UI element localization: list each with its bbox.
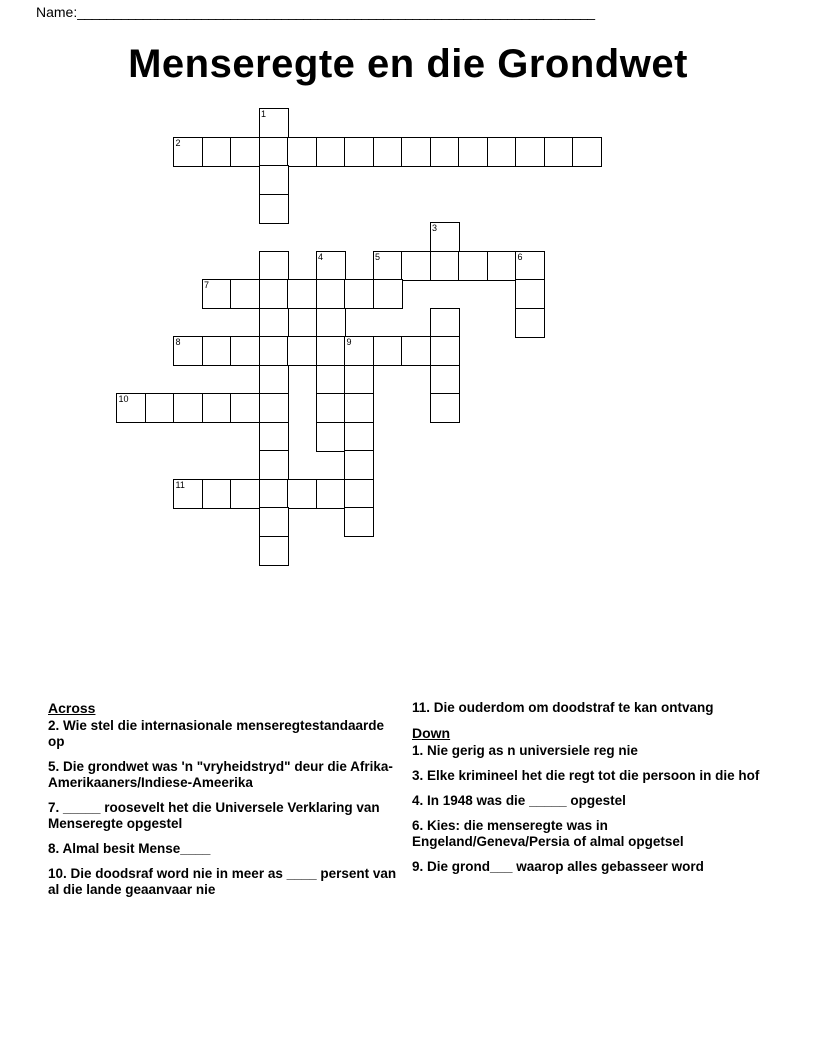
crossword-cell[interactable] — [173, 479, 203, 509]
crossword-cell[interactable] — [316, 393, 346, 423]
clue-item — [48, 759, 398, 791]
clues-section — [0, 700, 816, 980]
cell-number: 1 — [261, 109, 267, 119]
crossword-cell[interactable] — [116, 393, 146, 423]
cell-number: 3 — [432, 223, 438, 233]
clue-item — [48, 718, 398, 750]
crossword-cell[interactable] — [344, 365, 374, 395]
crossword-cell[interactable] — [515, 137, 545, 167]
clue-item — [412, 743, 762, 759]
cell-number: 2 — [175, 137, 181, 148]
crossword-cell[interactable] — [316, 308, 346, 338]
crossword-cell[interactable] — [430, 393, 460, 423]
crossword-cell[interactable] — [344, 279, 374, 309]
crossword-cell[interactable] — [173, 393, 203, 423]
clue-text: Elke krimineel het die regt tot die persoon in die hof — [427, 768, 760, 783]
down-heading: Down — [412, 725, 451, 741]
crossword-cell[interactable] — [145, 393, 175, 423]
crossword-cell[interactable] — [259, 507, 289, 537]
across-heading: Across — [48, 700, 96, 716]
crossword-cell[interactable] — [259, 137, 289, 167]
crossword-cell[interactable] — [515, 279, 545, 309]
crossword-cell[interactable] — [316, 137, 346, 167]
cell-number: 6 — [517, 251, 523, 262]
crossword-cell[interactable] — [259, 165, 289, 195]
crossword-cell[interactable] — [287, 137, 317, 167]
clue-number: 2. — [48, 718, 64, 733]
crossword-cell[interactable] — [202, 479, 232, 509]
crossword-cell[interactable] — [430, 222, 460, 252]
clue-text: Die ouderdom om doodstraf te kan ontvang — [433, 700, 714, 715]
crossword-cell[interactable] — [344, 479, 374, 509]
crossword-cell[interactable] — [316, 422, 346, 452]
crossword-cell[interactable] — [430, 336, 460, 366]
clue-text: Nie gerig as n universiele reg nie — [427, 743, 638, 758]
clue-text: Die grondwet was 'n "vryheidstryd" deur die Afrika-Amerikaaners/Indiese-Ameerika — [48, 759, 393, 790]
cell-number: 8 — [175, 337, 181, 347]
clue-item — [48, 866, 398, 898]
clue-number: 7. — [48, 800, 64, 815]
down-clues-column — [412, 700, 762, 884]
crossword-cell[interactable] — [202, 393, 232, 423]
crossword-cell[interactable] — [344, 137, 374, 167]
clue-text: Die grond___ waarop alles gebasseer word — [427, 859, 704, 874]
crossword-cell[interactable] — [430, 308, 460, 338]
clue-number: 4. — [412, 793, 428, 808]
clue-number: 11. — [412, 700, 434, 715]
crossword-cell[interactable] — [373, 251, 403, 281]
across-clues-column — [48, 700, 398, 907]
clue-number: 6. — [412, 818, 428, 833]
crossword-cell[interactable] — [202, 137, 232, 167]
crossword-cell[interactable] — [430, 251, 460, 281]
crossword-cell[interactable] — [544, 137, 574, 167]
clue-number: 3. — [412, 768, 428, 783]
crossword-cell[interactable] — [487, 251, 517, 281]
crossword-cell[interactable] — [430, 137, 460, 167]
crossword-cell[interactable] — [173, 336, 203, 366]
crossword-cell[interactable] — [487, 137, 517, 167]
cell-number: 10 — [118, 394, 129, 404]
crossword-cell[interactable] — [344, 422, 374, 452]
crossword-cell[interactable] — [287, 279, 317, 309]
crossword-cell[interactable] — [316, 479, 346, 509]
clue-text: Almal besit Mense____ — [62, 841, 211, 856]
crossword-cell[interactable] — [230, 279, 260, 309]
clue-item — [48, 841, 398, 857]
crossword-cell[interactable] — [259, 194, 289, 224]
clue-number: 5. — [48, 759, 64, 774]
crossword-cell[interactable] — [401, 251, 431, 281]
clue-item — [48, 800, 398, 832]
crossword-cell[interactable] — [515, 251, 545, 281]
crossword-cell[interactable] — [259, 279, 289, 309]
clue-number: 8. — [48, 841, 63, 856]
page-title: Menseregte en die Grondwet — [128, 42, 688, 86]
crossword-cell[interactable] — [202, 279, 232, 309]
crossword-cell[interactable] — [259, 251, 289, 281]
crossword-grid[interactable] — [116, 108, 700, 696]
crossword-cell[interactable] — [373, 279, 403, 309]
clue-text: Kies: die menseregte was in Engeland/Geneva/Persia of almal opgetsel — [412, 818, 684, 849]
crossword-cell[interactable] — [458, 137, 488, 167]
crossword-cell[interactable] — [230, 393, 260, 423]
crossword-cell[interactable] — [259, 450, 289, 480]
crossword-cell[interactable] — [259, 108, 289, 138]
crossword-cell[interactable] — [230, 137, 260, 167]
crossword-cell[interactable] — [344, 507, 374, 537]
cell-number: 5 — [375, 251, 381, 262]
name-blank-rule: _______________________________________________________________________ — [77, 4, 595, 20]
clue-number: 1. — [412, 743, 428, 758]
crossword-cell[interactable] — [316, 336, 346, 366]
crossword-cell[interactable] — [287, 479, 317, 509]
crossword-cell[interactable] — [259, 479, 289, 509]
crossword-cell[interactable] — [430, 365, 460, 395]
cell-number: 9 — [346, 337, 352, 347]
clue-text: In 1948 was die _____ opgestel — [427, 793, 626, 808]
name-line — [36, 4, 746, 20]
cell-number: 7 — [204, 280, 210, 290]
cell-number: 4 — [318, 251, 324, 262]
crossword-cell[interactable] — [259, 422, 289, 452]
crossword-cell[interactable] — [230, 479, 260, 509]
clue-text: Die doodsraf word nie in meer as ____ persent van al die lande geaanvaar nie — [48, 866, 397, 897]
crossword-cell[interactable] — [316, 251, 346, 281]
crossword-cell[interactable] — [344, 393, 374, 423]
crossword-cell[interactable] — [458, 251, 488, 281]
clue-item — [412, 700, 762, 716]
crossword-cell[interactable] — [572, 137, 602, 167]
crossword-cell[interactable] — [401, 137, 431, 167]
clue-item — [412, 768, 762, 784]
crossword-cell[interactable] — [259, 393, 289, 423]
clue-number: 9. — [412, 859, 428, 874]
crossword-cell[interactable] — [401, 336, 431, 366]
clue-item — [412, 793, 762, 809]
crossword-cell[interactable] — [259, 336, 289, 366]
crossword-cell[interactable] — [515, 308, 545, 338]
clue-text: _____ roosevelt het die Universele Verklaring van Menseregte opgestel — [48, 800, 380, 831]
crossword-cell[interactable] — [259, 536, 289, 566]
crossword-cell[interactable] — [344, 336, 374, 366]
crossword-cell[interactable] — [316, 279, 346, 309]
crossword-cell[interactable] — [373, 336, 403, 366]
cell-number: 11 — [175, 479, 185, 490]
clue-text: Wie stel die internasionale menseregtestandaarde op — [48, 718, 385, 749]
crossword-cell[interactable] — [344, 450, 374, 480]
clue-number: 10. — [48, 866, 71, 881]
crossword-cell[interactable] — [259, 308, 289, 338]
crossword-cell[interactable] — [202, 336, 232, 366]
crossword-cell[interactable] — [230, 336, 260, 366]
crossword-cell[interactable] — [316, 365, 346, 395]
clue-item — [412, 818, 762, 850]
crossword-cell[interactable] — [173, 137, 203, 167]
crossword-cell[interactable] — [259, 365, 289, 395]
crossword-cell[interactable] — [373, 137, 403, 167]
clue-item — [412, 859, 762, 875]
crossword-cell[interactable] — [287, 336, 317, 366]
name-label: Name: — [36, 4, 78, 20]
